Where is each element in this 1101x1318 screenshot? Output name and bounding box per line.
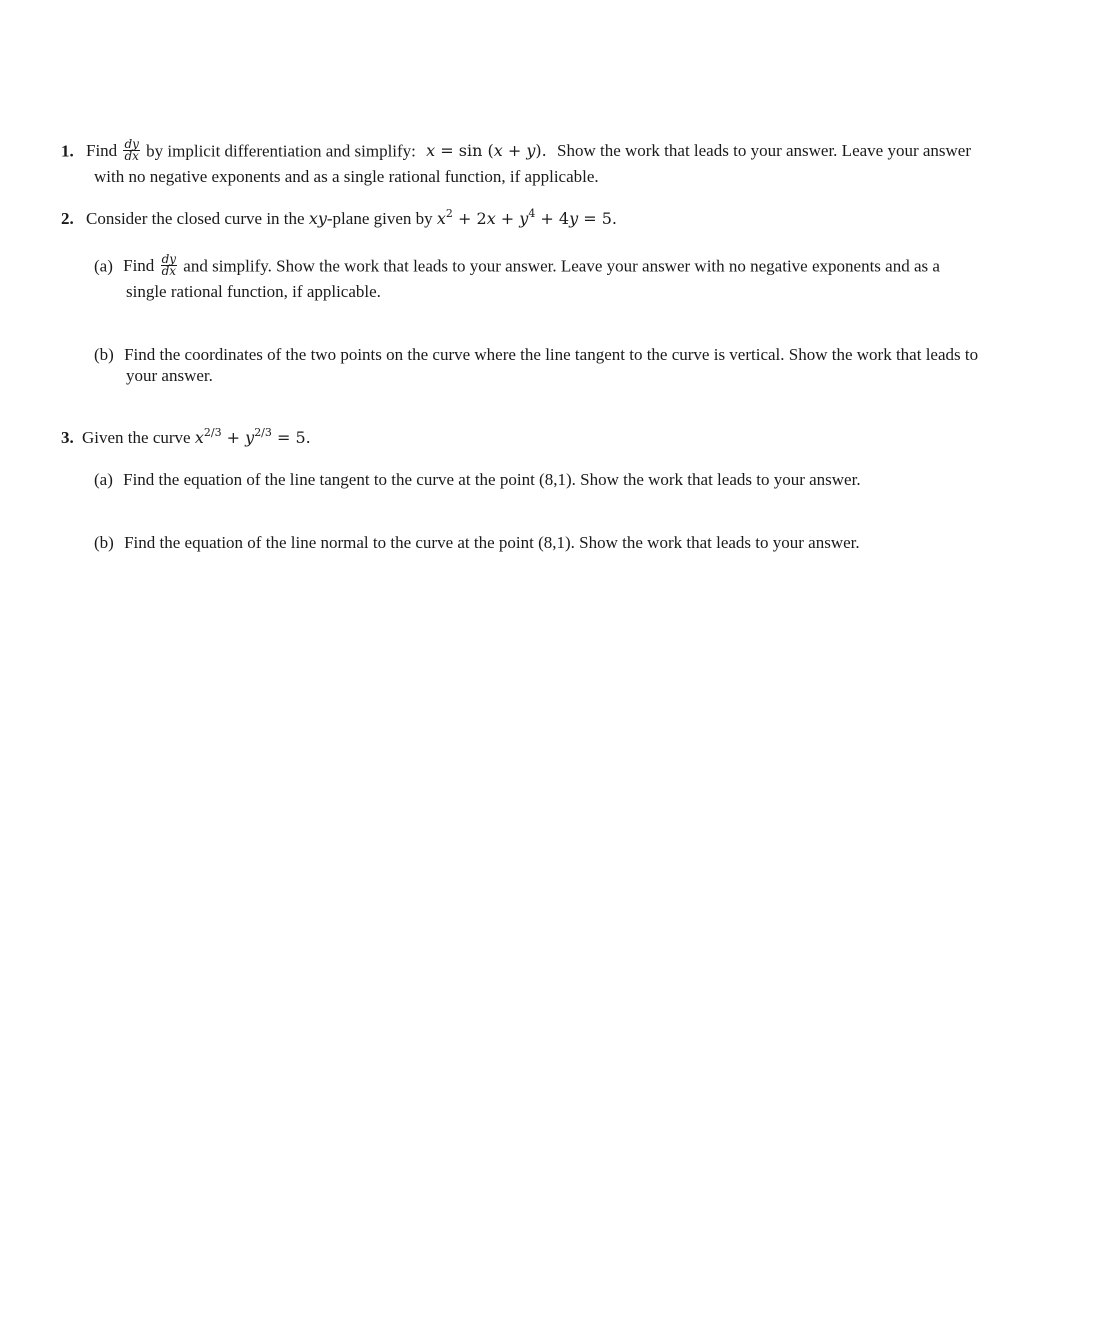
eq-y: y — [519, 209, 529, 228]
question-3b-line — [94, 533, 860, 553]
fraction-numerator: dy — [161, 252, 177, 266]
question-1-line-2: with no negative exponents and as a single rational function, if applicable. — [94, 167, 599, 186]
question-2-equation — [437, 209, 617, 228]
question-1-number: 1. — [61, 141, 74, 161]
question-1-text-a: by implicit differentiation and simplify: — [146, 141, 416, 161]
question-2-text-a: Consider the closed curve in the — [86, 209, 305, 228]
question-2b-text: Find the coordinates of the two points on the curve where the line tangent to the curve is vertical. Show the work that leads to — [124, 345, 979, 364]
part-label-2a: (a) — [94, 256, 113, 276]
question-3b-text: Find the equation of the line normal to the curve at the point (8,1). Show the work that leads to your answer. — [124, 533, 860, 552]
question-3-number: 3. — [61, 428, 74, 447]
fraction-numerator: dy — [124, 137, 139, 151]
question-2-xy: xy — [308, 209, 327, 228]
question-2a-line-1 — [94, 252, 940, 279]
question-2-number: 2. — [61, 209, 74, 228]
eq-y2: y — [569, 209, 579, 228]
dy-dx-fraction — [161, 254, 177, 277]
question-3a-line — [94, 470, 861, 490]
eq-x2: x — [486, 209, 496, 228]
question-2b-line-2: your answer. — [126, 366, 213, 385]
eq-plus-4: + 4 — [535, 209, 570, 228]
question-3-line-1 — [61, 428, 311, 448]
part-label-3b: (b) — [94, 533, 114, 552]
question-3a-text: Find the equation of the line tangent to the curve at the point (8,1). Show the work that leads to your answer. — [123, 470, 861, 489]
eq-exp-4: 4 — [528, 207, 536, 220]
eq-var-y: y — [526, 141, 536, 161]
question-2b-line-1 — [94, 345, 978, 365]
question-2-text-b: -plane given by — [326, 209, 433, 228]
question-3-text: Given the curve — [82, 428, 191, 447]
eq-x: x — [194, 428, 204, 447]
eq-close: ). — [535, 141, 547, 161]
question-2a-find: Find — [123, 256, 155, 276]
eq-end: = 5. — [271, 428, 311, 447]
eq-x: x — [436, 209, 446, 228]
eq-var-x: x — [426, 141, 436, 161]
question-1-equation — [426, 141, 547, 160]
question-2a-line-2: single rational function, if applicable. — [126, 282, 381, 301]
eq-exp-2: 2 — [445, 207, 453, 220]
eq-plus: + — [502, 141, 527, 161]
eq-end: = 5. — [578, 209, 617, 228]
question-1-line-1 — [61, 137, 972, 164]
question-2-line-1 — [61, 209, 617, 229]
eq-plus: + — [495, 209, 520, 228]
part-label-3a: (a) — [94, 470, 113, 489]
dy-dx-fraction — [123, 139, 139, 162]
eq-y: y — [245, 428, 255, 447]
part-label-2b: (b) — [94, 345, 114, 364]
eq-exp-y: 2/3 — [254, 426, 272, 439]
eq-sin: = sin ( — [435, 141, 494, 161]
fraction-denominator: dx — [161, 264, 177, 278]
eq-plus: + — [221, 428, 246, 447]
eq-exp-x: 2/3 — [203, 426, 222, 439]
question-3-equation — [195, 428, 311, 447]
question-1-text-b: Show the work that leads to your answer. Leave your answer — [556, 141, 972, 161]
eq-var-x2: x — [493, 141, 503, 161]
fraction-denominator: dx — [124, 149, 139, 163]
question-2a-text: and simplify. Show the work that leads to your answer. Leave your answer with no negative exponents and as a — [183, 256, 940, 276]
question-1-find: Find — [86, 141, 118, 161]
eq-plus-2: + 2 — [452, 209, 487, 228]
